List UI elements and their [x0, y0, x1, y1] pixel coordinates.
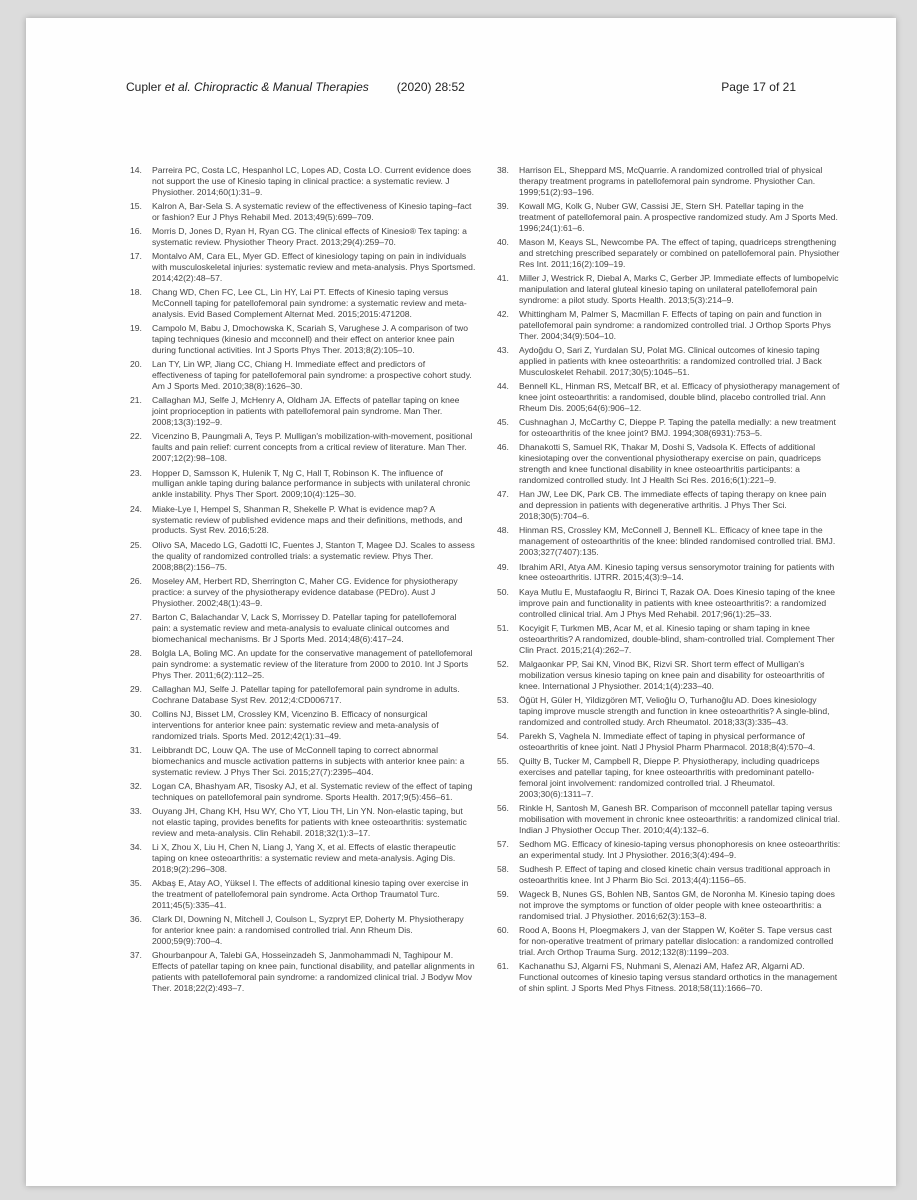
reference-item [130, 468, 476, 501]
reference-number: 50. [497, 586, 509, 597]
author-etal: et al. [164, 80, 191, 94]
journal-title: Chiropractic & Manual Therapies [194, 80, 369, 94]
author-text: Cupler [126, 80, 165, 94]
reference-item [130, 950, 476, 994]
reference-number: 36. [130, 914, 142, 925]
reference-text: Morris D, Jones D, Ryan H, Ryan CG. The clinical effects of Kinesio® Tex taping: a systematic review. Physiother Theory Pract. 2013;29(4):259–70. [152, 226, 467, 248]
reference-item [497, 587, 841, 620]
reference-number: 27. [130, 611, 142, 622]
reference-item [497, 442, 841, 486]
reference-number: 25. [130, 539, 142, 550]
reference-text: Wageck B, Nunes GS, Bohlen NB, Santos GM, de Noronha M. Kinesio taping does not improve the symptoms or function of older people with knee osteoarthritis: a randomised trial. J Physiother. 2016;62(3):153–8. [519, 889, 835, 922]
reference-number: 42. [497, 309, 509, 320]
reference-number: 38. [497, 165, 509, 175]
reference-text: Chang WD, Chen FC, Lee CL, Lin HY, Lai PT. Effects of Kinesio taping versus McConnell taping for patellofemoral pain syndrome: a systematic review and meta-analysis. Evid Based Complement Alternat Med. 2015;2015:471208. [152, 287, 467, 320]
reference-item [497, 309, 841, 342]
reference-item [497, 695, 841, 728]
reference-text: Han JW, Lee DK, Park CB. The immediate effects of taping therapy on knee pain and depression in patients with degenerative arthritis. J Phys Ther Sci. 2018;30(5):704–6. [519, 489, 827, 522]
reference-text: Hinman RS, Crossley KM, McConnell J, Bennell KL. Efficacy of knee tape in the management of osteoarthritis of the knee: blinded randomised controlled trial. BMJ. 2003;327(7407):135. [519, 525, 836, 558]
reference-number: 26. [130, 575, 142, 586]
reference-number: 37. [130, 950, 142, 961]
reference-item [497, 345, 841, 378]
reference-number: 29. [130, 683, 142, 694]
reference-item [130, 251, 476, 284]
reference-item [130, 431, 476, 464]
reference-text: Sudhesh P. Effect of taping and closed kinetic chain versus traditional approach in osteoarthritis knee. Int J Pharm Bio Sci. 2013;4(4):1156–65. [519, 864, 831, 885]
page-number: Page 17 of 21 [721, 80, 796, 94]
reference-text: Parekh S, Vaghela N. Immediate effect of taping in physical performance of osteoarthritis of knee joint. Natl J Physiol Pharm Pharmacol. 2018;8(4):570–4. [519, 730, 816, 752]
reference-number: 41. [497, 273, 509, 284]
references-left-column [130, 165, 476, 997]
reference-number: 52. [497, 658, 509, 669]
reference-number: 47. [497, 489, 509, 500]
reference-number: 14. [130, 165, 142, 175]
reference-item [497, 165, 841, 198]
reference-text: Callaghan MJ, Selfe J. Patellar taping for patellofemoral pain syndrome in adults. Cochrane Database Syst Rev. 2012;4:CD006717. [152, 683, 460, 705]
reference-item [497, 237, 841, 270]
reference-text: Campolo M, Babu J, Dmochowska K, Scariah S, Varughese J. A comparison of two taping techniques (kinesio and mcconnell) and their effect on anterior knee pain during functional activities. Int J Sports Phys Ther. 2013;8(2):105–10. [152, 323, 469, 356]
reference-item [130, 612, 476, 645]
reference-text: Aydoğdu O, Sari Z, Yurdalan SU, Polat MG. Clinical outcomes of kinesio taping applied in patients with knee osteoarthritis: a randomized controlled trial. J Back Musculoskelet Rehabil. 2017;30(5):1045–51. [519, 345, 822, 378]
reference-item [497, 803, 841, 836]
reference-text: Rinkle H, Santosh M, Ganesh BR. Comparison of mcconnell patellar taping versus mobilisation with movement in chronic knee osteoarthritis: a randomized clinical trial. Indian J Physiother Occup Ther. 2010;4(4):132–6. [519, 802, 840, 835]
reference-text: Akbaş E, Atay AO, Yüksel I. The effects of additional kinesio taping over exercise in the treatment of patellofemoral pain syndrome. Acta Orthop Traumatol Turc. 2011;45(5):335–41. [152, 878, 469, 911]
reference-text: Clark DI, Downing N, Mitchell J, Coulson L, Syzpryt EP, Doherty M. Physiotherapy for anterior knee pain: a randomised controlled trial. Ann Rheum Dis. 2000;59(9):700–4. [152, 914, 464, 947]
reference-text: Kachanathu SJ, Algarni FS, Nuhmani S, Alenazi AM, Hafez AR, Algarni AD. Functional outcomes of kinesio taping versus standard orthotics in the management of shin splint. J Sports Med Phys Fitness. 2018;58(11):1666–70. [519, 961, 838, 994]
reference-number: 44. [497, 381, 509, 392]
reference-text: Montalvo AM, Cara EL, Myer GD. Effect of kinesiology taping on pain in individuals with musculoskeletal injuries: systematic review and meta-analysis. Phys Sportsmed. 2014;42(2):48–57. [152, 251, 476, 284]
reference-text: Moseley AM, Herbert RD, Sherrington C, Maher CG. Evidence for physiotherapy practice: a survey of the physiotherapy evidence database (PEDro). Aust J Physiother. 2002;48(1):43–9. [152, 575, 458, 608]
reference-text: Öğüt H, Güler H, Yildizgören MT, Velioğlu O, Turhanoğlu AD. Does kinesiology taping improve muscle strength and function in knee osteoarthritis? A single-blind, randomized and controlled study. Arch Rheumatol. 2018;33(3):335–43. [519, 694, 830, 727]
reference-number: 57. [497, 838, 509, 849]
reference-item [130, 165, 476, 198]
reference-number: 60. [497, 925, 509, 936]
reference-item [130, 287, 476, 320]
reference-text: Rood A, Boons H, Ploegmakers J, van der Stappen W, Koëter S. Tape versus cast for non-operative treatment of primary patellar dislocation: a randomized controlled trial. Arch Orthop Trauma Surg. 2012;132(8):1199–203. [519, 925, 834, 958]
reference-number: 28. [130, 647, 142, 658]
reference-item [497, 562, 841, 584]
reference-text: Cushnaghan J, McCarthy C, Dieppe P. Taping the patella medially: a new treatment for osteoarthritis of the knee joint? BMJ. 1994;308(6931):753–5. [519, 417, 836, 439]
reference-item [130, 226, 476, 248]
reference-text: Logan CA, Bhashyam AR, Tisosky AJ, et al. Systematic review of the effect of taping techniques on patellofemoral pain syndrome. Sports Health. 2017;9(5):456–61. [152, 780, 473, 802]
reference-text: Harrison EL, Sheppard MS, McQuarrie. A randomized controlled trial of physical therapy treatment programs in patellofemoral pain syndrome. Physiother Can. 1999;51(2):93–196. [519, 165, 823, 197]
reference-item [497, 659, 841, 692]
reference-item [130, 323, 476, 356]
reference-number: 45. [497, 417, 509, 428]
reference-text: Barton C, Balachandar V, Lack S, Morrissey D. Patellar taping for patellofemoral pain: a systematic review and meta-analysis to evaluate clinical outcomes and biomechanical mechanisms. Br J Sports Med. 2014;48(6):417–24. [152, 611, 457, 644]
reference-item [497, 417, 841, 439]
reference-number: 43. [497, 345, 509, 356]
reference-number: 46. [497, 442, 509, 453]
reference-item [497, 864, 841, 886]
reference-item [497, 961, 841, 994]
reference-item [130, 684, 476, 706]
reference-text: Ibrahim ARI, Atya AM. Kinesio taping versus sensorymotor training for patients with knee osteoarthritis. IJTRR. 2015;4(3):9–14. [519, 561, 835, 583]
reference-item [497, 489, 841, 522]
citation-line [126, 80, 465, 94]
reference-text: Hopper D, Samsson K, Hulenik T, Ng C, Hall T, Robinson K. The influence of mulligan ankle taping during balance performance in subjects with unilateral chronic ankle instability. Phys Ther Sport. 2009;10(4):125–30. [152, 467, 471, 500]
reference-text: Li X, Zhou X, Liu H, Chen N, Liang J, Yang X, et al. Effects of elastic therapeutic taping on knee osteoarthritis: a systematic review and meta-analysis. Aging Dis. 2018;9(2):296–308. [152, 842, 456, 875]
reference-text: Ghourbanpour A, Talebi GA, Hosseinzadeh S, Janmohammadi N, Taghipour M. Effects of patellar taping on knee pain, functional disability, and patellar alignments in patients with patellofemoral pain syndrome: a randomized clinical trial. J Bodyw Mov Ther. 2018;22(2):493–7. [152, 950, 475, 994]
reference-text: Mason M, Keays SL, Newcombe PA. The effect of taping, quadriceps strengthening and stretching prescribed separately or combined on patellofemoral pain. Physiother Res Int. 2011;16(2):109–19. [519, 237, 840, 269]
reference-text: Kalron A, Bar-Sela S. A systematic review of the effectiveness of Kinesio taping–fact or fashion? Eur J Phys Rehabil Med. 2013;49(5):699–709. [152, 201, 472, 222]
reference-item [130, 781, 476, 803]
reference-text: Kocyigit F, Turkmen MB, Acar M, et al. Kinesio taping or sham taping in knee osteoarthritis? A randomized, double-blind, sham-controlled trial. Complement Ther Clin Pract. 2015;21(4):262–7. [519, 622, 835, 655]
reference-text: Miake-Lye I, Hempel S, Shanman R, Shekelle P. What is evidence map? A systematic review of published evidence maps and their definitions, methods, and products. Syst Rev. 2016;5:28. [152, 503, 463, 536]
reference-number: 15. [130, 201, 142, 212]
reference-text: Callaghan MJ, Selfe J, McHenry A, Oldham JA. Effects of patellar taping on knee joint proprioception in patients with patellofemoral pain syndrome. Man Ther. 2008;13(3):192–9. [152, 395, 460, 428]
journal-volume: (2020) 28:52 [396, 80, 465, 94]
reference-text: Kowall MG, Kolk G, Nuber GW, Cassisi JE, Stern SH. Patellar taping in the treatment of patellofemoral pain. A prospective randomized study. Am J Sports Med. 1996;24(1):61–6. [519, 201, 838, 233]
reference-item [497, 381, 841, 414]
reference-number: 23. [130, 467, 142, 478]
reference-text: Collins NJ, Bisset LM, Crossley KM, Vicenzino B. Efficacy of nonsurgical interventions for anterior knee pain: systematic review and meta-analysis of randomized trials. Sports Med. 2012;42(1):31–49. [152, 708, 439, 741]
reference-number: 18. [130, 287, 142, 298]
reference-number: 31. [130, 744, 142, 755]
reference-number: 48. [497, 525, 509, 536]
reference-number: 49. [497, 561, 509, 572]
document-page [26, 18, 896, 1186]
reference-number: 40. [497, 237, 509, 248]
reference-number: 35. [130, 878, 142, 889]
reference-number: 51. [497, 622, 509, 633]
reference-text: Ouyang JH, Chang KH, Hsu WY, Cho YT, Liou TH, Lin YN. Non-elastic taping, but not elastic taping, provides benefits for patients with knee osteoarthritis: systematic review and meta-analysis. Clin Rehabil. 2018;32(1):3–17. [152, 806, 467, 838]
reference-item [497, 731, 841, 753]
reference-number: 54. [497, 730, 509, 741]
reference-text: Leibbrandt DC, Louw QA. The use of McConnell taping to correct abnormal biomechanics and muscle activation patterns in subjects with anterior knee pain: a systematic review. J Phys Ther Sci. 2015;27(7):2395–404. [152, 744, 465, 777]
reference-text: Miller J, Westrick R, Diebal A, Marks C, Gerber JP. Immediate effects of lumbopelvic manipulation and lateral gluteal kinesio taping on unilateral patellofemoral pain syndrome: a pilot study. Sports Health. 2013;5(3):214–9. [519, 273, 839, 306]
reference-item [130, 709, 476, 742]
reference-text: Lan TY, Lin WP, Jiang CC, Chiang H. Immediate effect and predictors of effectiveness of taping for patellofemoral pain syndrome: a prospective cohort study. Am J Sports Med. 2010;38(8):1626–30. [152, 359, 472, 392]
reference-item [130, 540, 476, 573]
reference-number: 20. [130, 359, 142, 370]
reference-item [497, 889, 841, 922]
reference-item [497, 201, 841, 234]
reference-text: Bennell KL, Hinman RS, Metcalf BR, et al. Efficacy of physiotherapy management of knee joint osteoarthritis: a randomised, double blind, placebo controlled trial. Ann Rheum Dis. 2005;64(6):906–12. [519, 381, 840, 414]
reference-text: Malgaonkar PP, Sai KN, Vinod BK, Rizvi SR. Short term effect of Mulligan's mobilization versus kinesio taping on knee pain and disability for osteoarthritis of knee. International J Physiother. 2014;1(4):233–40. [519, 658, 825, 691]
reference-item [497, 623, 841, 656]
reference-number: 17. [130, 251, 142, 262]
reference-item [497, 925, 841, 958]
reference-item [130, 806, 476, 839]
reference-text: Quilty B, Tucker M, Campbell R, Dieppe P. Physiotherapy, including quadriceps exercises and patellar taping, for knee osteoarthritis with predominant patello-femoral joint involvement: randomized controlled trial. J Rheumatol. 2003;30(6):1311–7. [519, 755, 820, 799]
reference-item [130, 745, 476, 778]
reference-number: 21. [130, 395, 142, 406]
reference-text: Parreira PC, Costa LC, Hespanhol LC, Lopes AD, Costa LO. Current evidence does not support the use of Kinesio taping in clinical practice: a systematic review. J Physiother. 2014;60(1):31–9. [152, 165, 472, 197]
reference-item [130, 576, 476, 609]
reference-text: Dhanakotti S, Samuel RK, Thakar M, Doshi S, Vadsola K. Effects of additional kinesiotaping over the conventional physiotherapy exercise on pain, quadriceps strength and knee functional disability in knee osteoarthritis participants: a randomized controlled study. Int J Health Sci Res. 2016;6(1):221–9. [519, 442, 821, 486]
reference-number: 33. [130, 806, 142, 817]
reference-item [497, 839, 841, 861]
reference-item [130, 878, 476, 911]
references-right-column [497, 165, 841, 997]
reference-number: 32. [130, 780, 142, 791]
reference-number: 58. [497, 864, 509, 875]
reference-text: Sedhom MG. Efficacy of kinesio-taping versus phonophoresis on knee osteoarthritis: an experimental study. Int J Physiother. 2016;3(4):494–9. [519, 838, 841, 860]
reference-number: 39. [497, 201, 509, 212]
reference-item [497, 525, 841, 558]
reference-text: Whittingham M, Palmer S, Macmillan F. Effects of taping on pain and function in patellofemoral pain syndrome: a randomized controlled trial. J Orthop Sports Phys Ther. 2004;34(9):504–10. [519, 309, 831, 342]
reference-number: 24. [130, 503, 142, 514]
reference-number: 61. [497, 961, 509, 972]
reference-item [130, 201, 476, 223]
reference-text: Olivo SA, Macedo LG, Gadotti IC, Fuentes J, Stanton T, Magee DJ. Scales to assess the quality of randomized controlled trials: a systematic review. Phys Ther. 2008;88(2):156–75. [152, 539, 475, 572]
reference-text: Kaya Mutlu E, Mustafaoglu R, Birinci T, Razak OA. Does Kinesio taping of the knee improve pain and functionality in patients with knee osteoarthritis?: a randomized controlled clinical trial. Am J Phys Med Rehabil. 2017;96(1):25–33. [519, 586, 836, 619]
reference-item [130, 504, 476, 537]
reference-item [497, 273, 841, 306]
reference-number: 59. [497, 889, 509, 900]
reference-number: 22. [130, 431, 142, 442]
reference-number: 53. [497, 694, 509, 705]
reference-item [130, 648, 476, 681]
reference-text: Vicenzino B, Paungmali A, Teys P. Mulligan's mobilization-with-movement, positional faults and pain relief: current concepts from a critical review of literature. Man Ther. 2007;12(2):98–108. [152, 431, 473, 464]
reference-number: 19. [130, 323, 142, 334]
reference-item [130, 395, 476, 428]
reference-number: 16. [130, 226, 142, 237]
reference-item [130, 359, 476, 392]
reference-number: 30. [130, 708, 142, 719]
reference-item [497, 756, 841, 800]
reference-item [130, 914, 476, 947]
reference-number: 56. [497, 802, 509, 813]
reference-number: 55. [497, 755, 509, 766]
reference-text: Bolgla LA, Boling MC. An update for the conservative management of patellofemoral pain syndrome: a systematic review of the literature from 2000 to 2010. Int J Sports Phys Ther. 2011;6(2):112–25. [152, 647, 473, 680]
reference-item [130, 842, 476, 875]
reference-number: 34. [130, 842, 142, 853]
